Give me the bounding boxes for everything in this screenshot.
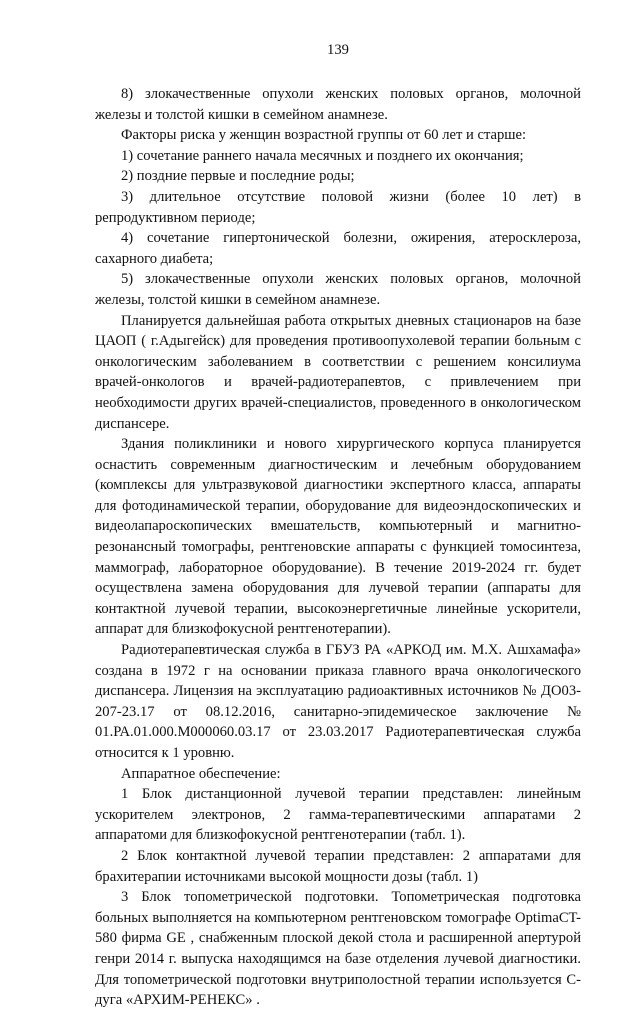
paragraph: 3) длительное отсутствие половой жизни (более 10 лет) в репродуктивном периоде; bbox=[95, 188, 581, 226]
paragraph: 3 Блок топометрической подготовки. Топометрическая подготовка больных выполняется на компьютерном рентгеновском томографе OptimaCT-580 фирма GE , снабженным плоской декой стола и расширенной апертурой генри 2014 г. выпуска находящимся на базе отделения лучевой диагностики. Для топометрической подготовки внутриполостной терапии используется С-дуга «АРХИМ-РЕНЕКС» . bbox=[95, 889, 581, 1009]
paragraph: 4) сочетание гипертонической болезни, ожирения, атеросклероза, сахарного диабета; bbox=[95, 230, 581, 267]
paragraph: Аппаратное обеспечение: bbox=[121, 765, 281, 782]
paragraph: 2 Блок контактной лучевой терапии представлен: 2 аппаратами для брахитерапии источниками высокой мощности дозы (табл. 1) bbox=[95, 847, 581, 885]
paragraph: 2) поздние первые и последние роды; bbox=[121, 168, 355, 185]
paragraph: Факторы риска у женщин возрастной группы от 60 лет и старше: bbox=[121, 127, 527, 144]
paragraph: 5) злокачественные опухоли женских половых органов, молочной железы, толстой кишки в семейном анамнезе. bbox=[95, 271, 581, 308]
paragraph: Планируется дальнейшая работа открытых дневных стационаров на базе ЦАОП ( г.Адыгейск) для проведения противоопухолевой терапии больным с онкологическим заболеванием в соответствии с решением консилиума врачей-онкологов и врачей-радиотерапевтов, с привлечением при необходимости других врачей-специалистов, проведенного в онкологическом диспансере. bbox=[95, 312, 581, 432]
paragraph: 1) сочетание раннего начала месячных и позднего их окончания; bbox=[121, 147, 524, 164]
document-body bbox=[95, 84, 581, 1011]
paragraph: 1 Блок дистанционной лучевой терапии представлен: линейным ускорителем электронов, 2 гамма-терапевтическими аппаратами 2 аппаратоми для близкофокусной рентгенотерапии (табл. 1). bbox=[95, 786, 581, 844]
paragraph: 8) злокачественные опухоли женских половых органов, молочной железы и толстой кишки в семейном анамнезе. bbox=[95, 86, 581, 123]
paragraph: Радиотерапевтическая служба в ГБУЗ РА «АРКОД им. М.Х. Ашхамафа» создана в 1972 г на основании приказа главного врача онкологического диспансера. Лицензия на эксплуатацию радиоактивных источников № ДО03-207-23.17 от 08.12.2016, санитарно-эпидемическое заключение № 01.РА.01.000.М000060.03.17 от 23.03.2017 Радиотерапевтическая служба относится к 1 уровню. bbox=[95, 642, 581, 761]
paragraph: Здания поликлиники и нового хирургического корпуса планируется оснастить современным диагностическим и лечебным оборудованием (комплексы для ультразвуковой диагностики экспертного класса, аппараты для фотодинамической терапии, оборудование для видеоэндоскопических и видеолапароскопических вмешательств, компьютерный и магнитно-резонансный томографы, рентгеновские аппараты с функцией томосинтеза, маммограф, лабораторное оборудование). В течение 2019-2024 гг. будет осуществлена замена оборудования для лучевой терапии (аппараты для контактной лучевой терапии, высокоэнергетичные линейные ускорители, аппарат для близкофокусной рентгенотерапии). bbox=[95, 436, 581, 638]
page-number: 139 bbox=[327, 42, 349, 58]
